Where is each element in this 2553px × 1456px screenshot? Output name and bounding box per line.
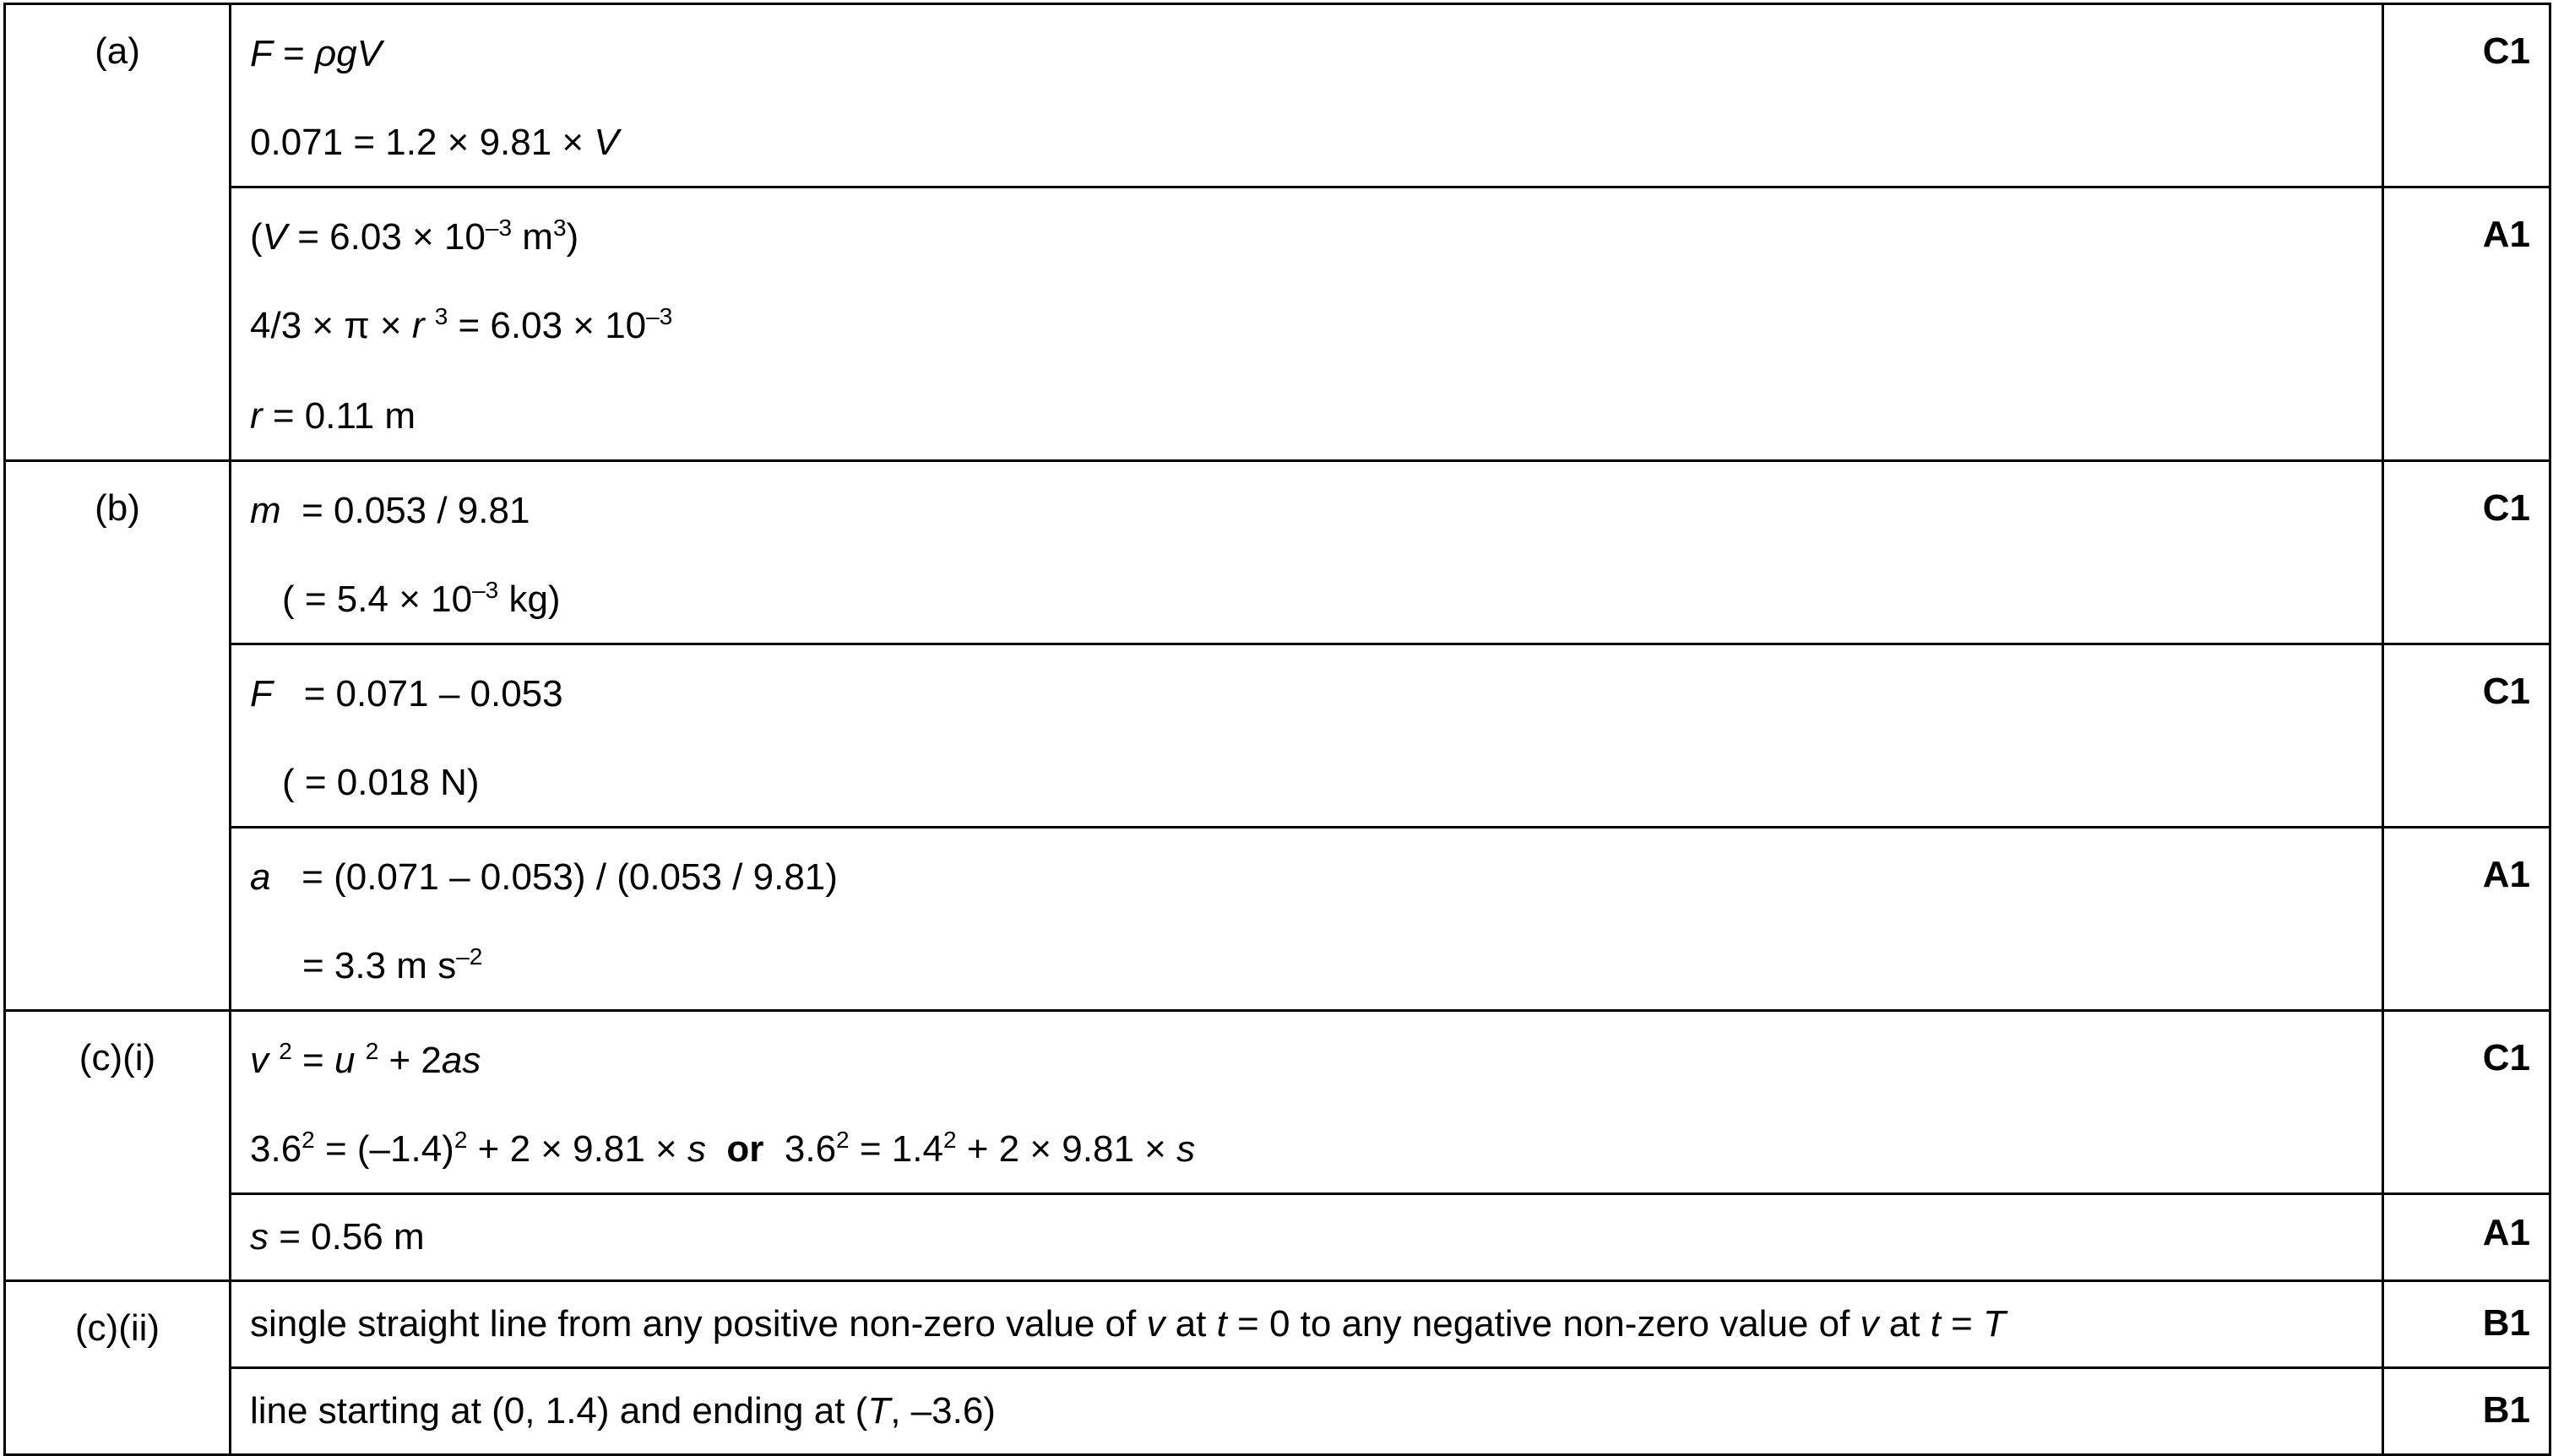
table-row [5,1011,2550,1194]
text: 3.6 [784,1128,837,1170]
text: + 2 [378,1040,442,1081]
text: ( = 0.018 N) [282,762,480,803]
text: ( = 5.4 × 10 [282,579,473,620]
part-label-c-ii: (c)(ii) [5,1281,231,1455]
answer-line [250,1282,2382,1366]
mark-label: C1 [2383,4,2550,187]
var-v: v [250,1040,269,1081]
answer-line [250,95,2382,186]
text: at [1878,1303,1931,1345]
exponent: 2 [836,1127,850,1153]
answer-cell [231,1011,2383,1194]
text: = 0.053 / 9.81 [280,490,530,531]
answer-cell [231,4,2383,187]
text: , –3.6) [890,1390,996,1432]
table-row [5,4,2550,187]
text: + 2 × 9.81 × [956,1128,1177,1170]
answer-line [250,1369,2382,1453]
answer-cell [231,1281,2383,1368]
text: 3.6 [250,1128,302,1170]
var-as: as [441,1040,481,1081]
var-T: T [867,1390,891,1432]
var-r: r [250,395,263,437]
var-T: T [1983,1303,2006,1345]
text: = 3.3 m s [302,945,457,986]
exponent: –3 [646,303,673,329]
var-u: u [334,1040,356,1081]
text: + 2 × 9.81 × [467,1128,687,1170]
text: = 0.56 m [269,1216,425,1258]
answer-line [250,1012,2382,1102]
mark-label: C1 [2383,644,2550,828]
table-row [5,187,2550,461]
var-s: s [1176,1128,1196,1170]
var-a: a [250,856,271,898]
answer-line [250,5,2382,95]
exponent: 3 [434,303,448,329]
answer-line [250,279,2382,369]
var-s: s [687,1128,706,1170]
answer-cell [231,1368,2383,1455]
text: 4/3 × π × [250,305,412,346]
part-label-c-i: (c)(i) [5,1011,231,1281]
table-row [5,1281,2550,1368]
answer-line [250,369,2382,459]
var-F: F [250,33,273,74]
text: = (0.071 – 0.053) / (0.053 / 9.81) [270,856,838,898]
text [424,305,434,346]
answer-line [250,462,2382,552]
answer-cell [231,828,2383,1011]
answer-line [250,188,2382,279]
answer-cell [231,644,2383,828]
text: = [1940,1303,1984,1345]
answer-line [250,645,2382,736]
var-rho: ρ [315,33,337,74]
text: = 1.4 [849,1128,943,1170]
table-row [5,461,2550,644]
exponent: 3 [552,215,567,241]
text: = 0 to any negative non-zero value of [1226,1303,1860,1345]
text: m [512,216,553,258]
var-V: V [594,122,619,163]
text: = 0.071 – 0.053 [272,673,563,714]
text: = 6.03 × 10 [287,216,486,258]
part-label-b: (b) [5,461,231,1011]
text: single straight line from any positive non-zero value of [250,1303,1147,1345]
var-gV: gV [336,33,383,74]
mark-label: A1 [2383,187,2550,461]
text: = [272,33,316,74]
var-t: t [1930,1303,1941,1345]
text: = 0.11 m [262,395,416,437]
mark-label: B1 [2383,1368,2550,1455]
text: = [291,1040,334,1081]
answer-cell [231,187,2383,461]
mark-label: B1 [2383,1281,2550,1368]
answer-cell [231,1194,2383,1281]
var-v: v [1860,1303,1879,1345]
var-F: F [250,673,273,714]
answer-line [250,736,2382,826]
exponent: –3 [485,215,513,241]
exponent: 2 [365,1038,379,1064]
var-r: r [411,305,425,346]
answer-cell [231,461,2383,644]
exponent: 2 [279,1038,292,1064]
text: at [1165,1303,1217,1345]
exponent: –3 [472,577,499,603]
table-row [5,1368,2550,1455]
part-label-a: (a) [5,4,231,461]
answer-line [250,552,2382,643]
answer-line [250,919,2382,1009]
or-keyword: or [726,1128,764,1170]
mark-label: C1 [2383,461,2550,644]
exponent: –2 [456,943,483,970]
answer-line [250,1102,2382,1193]
text: ) [566,216,579,258]
var-m: m [250,490,281,531]
answer-line [250,1195,2382,1279]
var-s: s [250,1216,269,1258]
answer-line [250,829,2382,919]
exponent: 2 [301,1127,315,1153]
var-V: V [262,216,288,258]
mark-label: C1 [2383,1011,2550,1194]
text: kg) [498,579,561,620]
var-v: v [1146,1303,1165,1345]
mark-label: A1 [2383,828,2550,1011]
text: = (–1.4) [314,1128,454,1170]
text: line starting at (0, 1.4) and ending at ( [250,1390,868,1432]
var-t: t [1216,1303,1227,1345]
table-row [5,1194,2550,1281]
text: = 6.03 × 10 [448,305,647,346]
mark-scheme-table [3,3,2551,1456]
exponent: 2 [454,1127,468,1153]
table-row [5,644,2550,828]
text: 0.071 = 1.2 × 9.81 × [250,122,595,163]
table-row [5,828,2550,1011]
exponent: 2 [942,1127,957,1153]
text: ( [250,216,263,258]
mark-label: A1 [2383,1194,2550,1281]
